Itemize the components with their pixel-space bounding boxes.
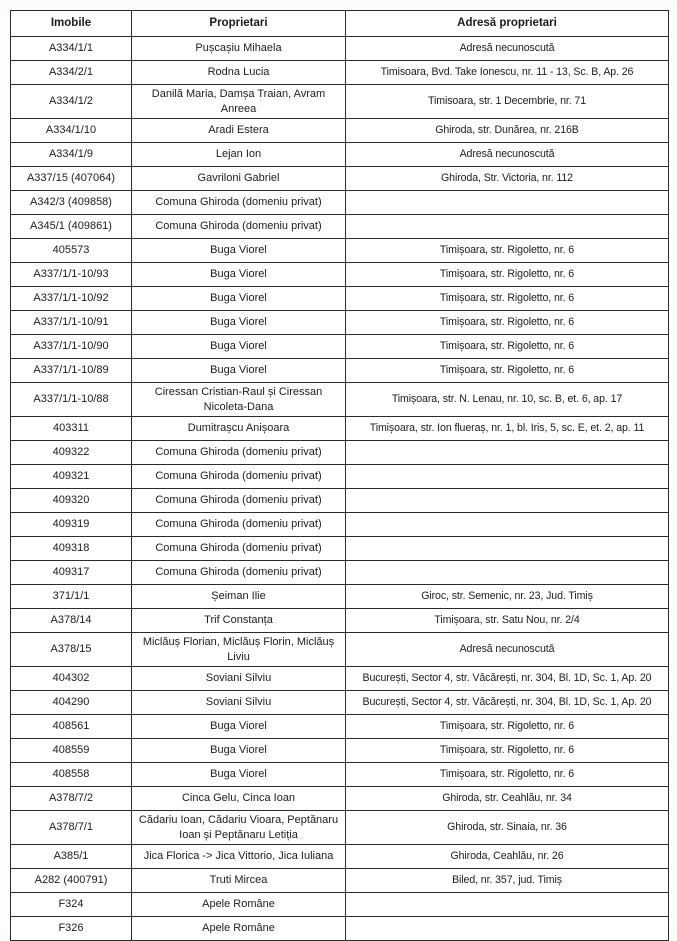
table-row	[11, 417, 669, 441]
cell-adresa-proprietari	[346, 917, 669, 941]
cell-proprietari: Comuna Ghiroda (domeniu privat)	[132, 513, 346, 537]
cell-imobile: 409320	[11, 489, 132, 513]
cell-imobile: 408559	[11, 739, 132, 763]
cell-imobile: A378/15	[11, 633, 132, 667]
table-row	[11, 691, 669, 715]
table-row	[11, 667, 669, 691]
cell-adresa-proprietari: București, Sector 4, str. Văcărești, nr. 304, Bl. 1D, Sc. 1, Ap. 20	[346, 667, 669, 691]
cell-adresa-proprietari	[346, 489, 669, 513]
cell-proprietari: Comuna Ghiroda (domeniu privat)	[132, 537, 346, 561]
cell-adresa-proprietari: Timisoara, str. 1 Decembrie, nr. 71	[346, 85, 669, 119]
cell-adresa-proprietari: Timișoara, str. Rigoletto, nr. 6	[346, 739, 669, 763]
cell-imobile: A385/1	[11, 845, 132, 869]
cell-adresa-proprietari: Adresă necunoscută	[346, 37, 669, 61]
cell-imobile: 409321	[11, 465, 132, 489]
cell-proprietari: Trif Constanța	[132, 609, 346, 633]
cell-proprietari: Apele Române	[132, 893, 346, 917]
cell-adresa-proprietari	[346, 561, 669, 585]
cell-imobile: A337/1/1-10/92	[11, 287, 132, 311]
cell-proprietari: Buga Viorel	[132, 739, 346, 763]
cell-imobile: 371/1/1	[11, 585, 132, 609]
cell-imobile: 409317	[11, 561, 132, 585]
cell-adresa-proprietari	[346, 215, 669, 239]
cell-proprietari: Buga Viorel	[132, 359, 346, 383]
table-row	[11, 585, 669, 609]
cell-adresa-proprietari	[346, 513, 669, 537]
cell-imobile: A337/1/1-10/93	[11, 263, 132, 287]
cell-adresa-proprietari: Timișoara, str. Rigoletto, nr. 6	[346, 311, 669, 335]
cell-imobile: A334/1/2	[11, 85, 132, 119]
cell-adresa-proprietari: Giroc, str. Semenic, nr. 23, Jud. Timiș	[346, 585, 669, 609]
cell-adresa-proprietari: Timișoara, str. Satu Nou, nr. 2/4	[346, 609, 669, 633]
cell-imobile: 409318	[11, 537, 132, 561]
cell-proprietari: Pușcașiu Mihaela	[132, 37, 346, 61]
table-header-row	[11, 11, 669, 37]
cell-proprietari: Buga Viorel	[132, 263, 346, 287]
cell-adresa-proprietari: Timișoara, str. Rigoletto, nr. 6	[346, 287, 669, 311]
cell-proprietari: Ciressan Cristian-Raul și Ciressan Nicoleta-Dana	[132, 383, 346, 417]
cell-imobile: A345/1 (409861)	[11, 215, 132, 239]
cell-adresa-proprietari: Biled, nr. 357, jud. Timiș	[346, 869, 669, 893]
cell-imobile: 404302	[11, 667, 132, 691]
table-row	[11, 869, 669, 893]
cell-proprietari: Apele Române	[132, 917, 346, 941]
table-row	[11, 513, 669, 537]
table-row	[11, 359, 669, 383]
table-row	[11, 215, 669, 239]
cell-adresa-proprietari: Ghiroda, str. Sinaia, nr. 36	[346, 811, 669, 845]
cell-adresa-proprietari: Timișoara, str. N. Lenau, nr. 10, sc. B, et. 6, ap. 17	[346, 383, 669, 417]
cell-adresa-proprietari: Adresă necunoscută	[346, 633, 669, 667]
cell-imobile: 409319	[11, 513, 132, 537]
cell-adresa-proprietari	[346, 537, 669, 561]
table-row	[11, 465, 669, 489]
cell-imobile: A378/7/2	[11, 787, 132, 811]
cell-imobile: A334/1/1	[11, 37, 132, 61]
cell-adresa-proprietari: București, Sector 4, str. Văcărești, nr. 304, Bl. 1D, Sc. 1, Ap. 20	[346, 691, 669, 715]
table-row	[11, 811, 669, 845]
cell-proprietari: Soviani Silviu	[132, 691, 346, 715]
cell-adresa-proprietari: Timișoara, str. Rigoletto, nr. 6	[346, 359, 669, 383]
table-row	[11, 633, 669, 667]
cell-imobile: 409322	[11, 441, 132, 465]
table-row	[11, 335, 669, 359]
cell-proprietari: Buga Viorel	[132, 335, 346, 359]
table-row	[11, 287, 669, 311]
table-row	[11, 311, 669, 335]
cell-adresa-proprietari: Adresă necunoscută	[346, 143, 669, 167]
table-row	[11, 537, 669, 561]
cell-imobile: A334/2/1	[11, 61, 132, 85]
table-row	[11, 119, 669, 143]
cell-proprietari: Șeiman Ilie	[132, 585, 346, 609]
cell-proprietari: Soviani Silviu	[132, 667, 346, 691]
cell-proprietari: Rodna Lucia	[132, 61, 346, 85]
cell-proprietari: Miclăuș Florian, Miclăuș Florin, Miclăuș Liviu	[132, 633, 346, 667]
cell-imobile: A334/1/9	[11, 143, 132, 167]
cell-proprietari: Truti Mircea	[132, 869, 346, 893]
cell-imobile: A378/14	[11, 609, 132, 633]
cell-proprietari: Comuna Ghiroda (domeniu privat)	[132, 465, 346, 489]
table-row	[11, 787, 669, 811]
cell-imobile: A337/1/1-10/90	[11, 335, 132, 359]
cell-adresa-proprietari: Timișoara, str. Ion flueraș, nr. 1, bl. Iris, 5, sc. E, et. 2, ap. 11	[346, 417, 669, 441]
cell-proprietari: Comuna Ghiroda (domeniu privat)	[132, 441, 346, 465]
table-row	[11, 37, 669, 61]
cell-imobile: A337/15 (407064)	[11, 167, 132, 191]
cell-proprietari: Comuna Ghiroda (domeniu privat)	[132, 215, 346, 239]
cell-adresa-proprietari	[346, 191, 669, 215]
cell-imobile: A337/1/1-10/91	[11, 311, 132, 335]
cell-proprietari: Comuna Ghiroda (domeniu privat)	[132, 191, 346, 215]
cell-adresa-proprietari	[346, 893, 669, 917]
cell-imobile: A337/1/1-10/88	[11, 383, 132, 417]
table-row	[11, 609, 669, 633]
cell-proprietari: Jica Florica -> Jica Vittorio, Jica Iuliana	[132, 845, 346, 869]
cell-proprietari: Buga Viorel	[132, 311, 346, 335]
table-row	[11, 191, 669, 215]
table-row	[11, 263, 669, 287]
table-row	[11, 383, 669, 417]
cell-proprietari: Buga Viorel	[132, 763, 346, 787]
cell-adresa-proprietari: Timișoara, str. Rigoletto, nr. 6	[346, 763, 669, 787]
column-header-imobile: Imobile	[11, 11, 132, 37]
cell-proprietari: Aradi Estera	[132, 119, 346, 143]
cell-imobile: A337/1/1-10/89	[11, 359, 132, 383]
cell-imobile: A282 (400791)	[11, 869, 132, 893]
owners-table	[10, 10, 669, 941]
column-header-adresa-proprietari: Adresă proprietari	[346, 11, 669, 37]
cell-adresa-proprietari: Ghiroda, Str. Victoria, nr. 112	[346, 167, 669, 191]
cell-proprietari: Gavriloni Gabriel	[132, 167, 346, 191]
cell-proprietari: Buga Viorel	[132, 715, 346, 739]
cell-adresa-proprietari: Ghiroda, str. Dunărea, nr. 216B	[346, 119, 669, 143]
table-row	[11, 715, 669, 739]
table-row	[11, 489, 669, 513]
cell-adresa-proprietari: Ghiroda, str. Ceahlău, nr. 34	[346, 787, 669, 811]
cell-proprietari: Cinca Gelu, Cinca Ioan	[132, 787, 346, 811]
cell-proprietari: Dumitrașcu Anișoara	[132, 417, 346, 441]
cell-adresa-proprietari: Ghiroda, Ceahlău, nr. 26	[346, 845, 669, 869]
cell-imobile: F324	[11, 893, 132, 917]
table-row	[11, 917, 669, 941]
table-row	[11, 61, 669, 85]
cell-proprietari: Lejan Ion	[132, 143, 346, 167]
cell-adresa-proprietari	[346, 465, 669, 489]
table-row	[11, 845, 669, 869]
cell-adresa-proprietari: Timișoara, str. Rigoletto, nr. 6	[346, 715, 669, 739]
cell-proprietari: Buga Viorel	[132, 239, 346, 263]
cell-proprietari: Cădariu Ioan, Cădariu Vioara, Peptănaru Ioan și Peptănaru Letiția	[132, 811, 346, 845]
cell-imobile: A342/3 (409858)	[11, 191, 132, 215]
table-row	[11, 893, 669, 917]
table-row	[11, 441, 669, 465]
cell-imobile: A378/7/1	[11, 811, 132, 845]
column-header-proprietari: Proprietari	[132, 11, 346, 37]
cell-adresa-proprietari: Timișoara, str. Rigoletto, nr. 6	[346, 263, 669, 287]
cell-imobile: A334/1/10	[11, 119, 132, 143]
table-row	[11, 239, 669, 263]
cell-imobile: 404290	[11, 691, 132, 715]
cell-proprietari: Comuna Ghiroda (domeniu privat)	[132, 489, 346, 513]
table-row	[11, 167, 669, 191]
scanned-document-page	[0, 10, 677, 935]
cell-proprietari: Danilă Maria, Damșa Traian, Avram Anreea	[132, 85, 346, 119]
cell-adresa-proprietari	[346, 441, 669, 465]
cell-adresa-proprietari: Timișoara, str. Rigoletto, nr. 6	[346, 335, 669, 359]
table-row	[11, 763, 669, 787]
table-row	[11, 561, 669, 585]
table-row	[11, 85, 669, 119]
cell-proprietari: Comuna Ghiroda (domeniu privat)	[132, 561, 346, 585]
cell-imobile: F326	[11, 917, 132, 941]
cell-imobile: 408561	[11, 715, 132, 739]
table-row	[11, 143, 669, 167]
cell-adresa-proprietari: Timișoara, str. Rigoletto, nr. 6	[346, 239, 669, 263]
cell-imobile: 403311	[11, 417, 132, 441]
cell-imobile: 405573	[11, 239, 132, 263]
cell-adresa-proprietari: Timisoara, Bvd. Take Ionescu, nr. 11 - 13, Sc. B, Ap. 26	[346, 61, 669, 85]
cell-imobile: 408558	[11, 763, 132, 787]
table-body	[11, 37, 669, 941]
cell-proprietari: Buga Viorel	[132, 287, 346, 311]
table-row	[11, 739, 669, 763]
